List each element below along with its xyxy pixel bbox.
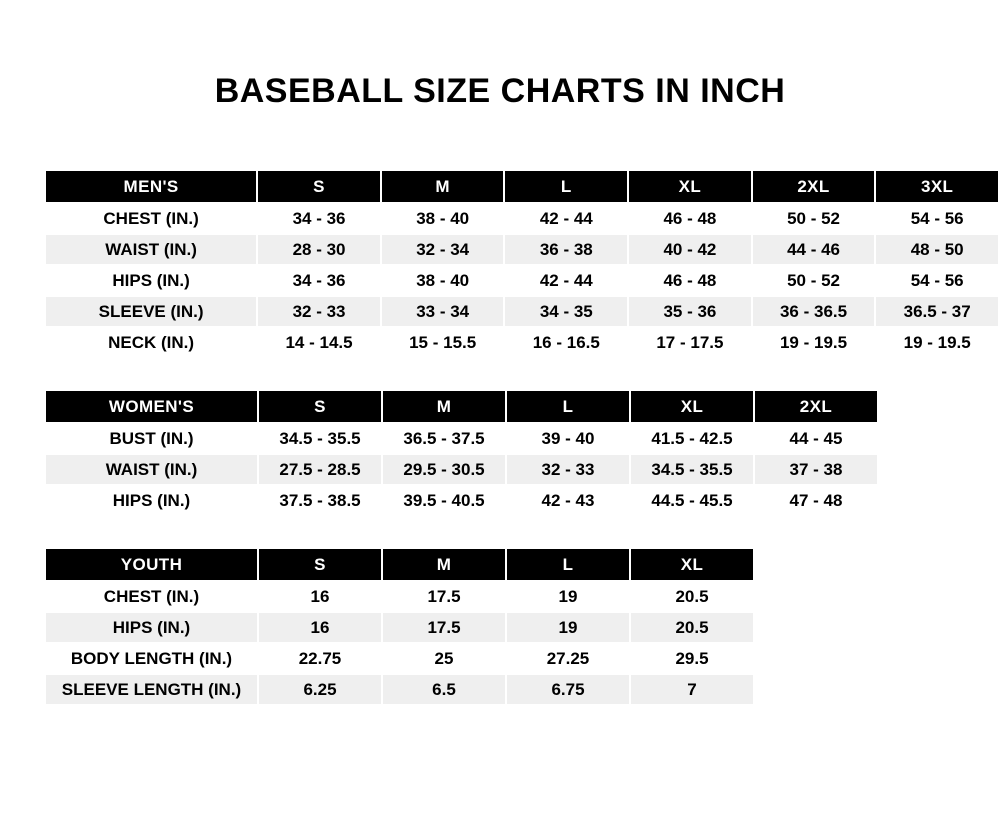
cell-value: 42 - 44 <box>504 203 628 234</box>
column-header-2xl: 2XL <box>752 170 876 203</box>
row-label: CHEST (IN.) <box>45 581 258 612</box>
column-header-3xl: 3XL <box>875 170 999 203</box>
column-header-l: L <box>504 170 628 203</box>
table-row <box>45 612 754 643</box>
cell-value: 6.25 <box>258 674 382 705</box>
cell-value: 44 - 46 <box>752 234 876 265</box>
column-header-m: M <box>382 390 506 423</box>
table-row <box>45 674 754 705</box>
row-label: NECK (IN.) <box>45 327 257 358</box>
cell-value: 35 - 36 <box>628 296 752 327</box>
table-row <box>45 327 999 358</box>
cell-value: 47 - 48 <box>754 485 878 516</box>
cell-value: 6.5 <box>382 674 506 705</box>
column-header-m: M <box>382 548 506 581</box>
cell-value: 37 - 38 <box>754 454 878 485</box>
cell-value: 40 - 42 <box>628 234 752 265</box>
cell-value: 34 - 36 <box>257 265 381 296</box>
cell-value: 33 - 34 <box>381 296 505 327</box>
cell-value: 44 - 45 <box>754 423 878 454</box>
cell-value: 36 - 38 <box>504 234 628 265</box>
size-tables-container <box>0 169 1000 706</box>
table-row <box>45 454 878 485</box>
table-header-row <box>45 170 999 203</box>
cell-value: 50 - 52 <box>752 203 876 234</box>
row-label: HIPS (IN.) <box>45 612 258 643</box>
cell-value: 7 <box>630 674 754 705</box>
cell-value: 16 <box>258 581 382 612</box>
table-row <box>45 296 999 327</box>
page-title: BASEBALL SIZE CHARTS IN INCH <box>214 72 786 110</box>
cell-value: 25 <box>382 643 506 674</box>
cell-value: 29.5 <box>630 643 754 674</box>
cell-value: 44.5 - 45.5 <box>630 485 754 516</box>
cell-value: 48 - 50 <box>875 234 999 265</box>
cell-value: 50 - 52 <box>752 265 876 296</box>
cell-value: 36.5 - 37.5 <box>382 423 506 454</box>
table-row <box>45 485 878 516</box>
cell-value: 28 - 30 <box>257 234 381 265</box>
cell-value: 19 - 19.5 <box>752 327 876 358</box>
cell-value: 19 - 19.5 <box>875 327 999 358</box>
column-header-s: S <box>258 548 382 581</box>
cell-value: 46 - 48 <box>628 265 752 296</box>
cell-value: 16 <box>258 612 382 643</box>
cell-value: 46 - 48 <box>628 203 752 234</box>
size-chart-page <box>0 72 1000 824</box>
cell-value: 27.5 - 28.5 <box>258 454 382 485</box>
column-header-category: WOMEN'S <box>45 390 258 423</box>
column-header-l: L <box>506 548 630 581</box>
womens-size-table <box>44 389 879 517</box>
cell-value: 29.5 - 30.5 <box>382 454 506 485</box>
cell-value: 41.5 - 42.5 <box>630 423 754 454</box>
cell-value: 36.5 - 37 <box>875 296 999 327</box>
cell-value: 17.5 <box>382 612 506 643</box>
row-label: BODY LENGTH (IN.) <box>45 643 258 674</box>
column-header-l: L <box>506 390 630 423</box>
cell-value: 42 - 43 <box>506 485 630 516</box>
column-header-m: M <box>381 170 505 203</box>
cell-value: 54 - 56 <box>875 265 999 296</box>
mens-size-table <box>44 169 1000 359</box>
table-spacer <box>44 517 1000 547</box>
row-label: HIPS (IN.) <box>45 265 257 296</box>
table-header-row <box>45 548 754 581</box>
cell-value: 42 - 44 <box>504 265 628 296</box>
cell-value: 27.25 <box>506 643 630 674</box>
row-label: SLEEVE (IN.) <box>45 296 257 327</box>
cell-value: 17 - 17.5 <box>628 327 752 358</box>
table-row <box>45 265 999 296</box>
column-header-category: MEN'S <box>45 170 257 203</box>
column-header-s: S <box>258 390 382 423</box>
cell-value: 38 - 40 <box>381 265 505 296</box>
cell-value: 22.75 <box>258 643 382 674</box>
table-header-row <box>45 390 878 423</box>
column-header-category: YOUTH <box>45 548 258 581</box>
cell-value: 16 - 16.5 <box>504 327 628 358</box>
cell-value: 37.5 - 38.5 <box>258 485 382 516</box>
row-label: HIPS (IN.) <box>45 485 258 516</box>
cell-value: 34.5 - 35.5 <box>258 423 382 454</box>
table-row <box>45 234 999 265</box>
cell-value: 19 <box>506 612 630 643</box>
column-header-xl: XL <box>630 390 754 423</box>
cell-value: 34 - 35 <box>504 296 628 327</box>
row-label: WAIST (IN.) <box>45 234 257 265</box>
row-label: SLEEVE LENGTH (IN.) <box>45 674 258 705</box>
cell-value: 32 - 33 <box>506 454 630 485</box>
cell-value: 15 - 15.5 <box>381 327 505 358</box>
cell-value: 34.5 - 35.5 <box>630 454 754 485</box>
table-row <box>45 423 878 454</box>
column-header-xl: XL <box>628 170 752 203</box>
cell-value: 32 - 33 <box>257 296 381 327</box>
cell-value: 38 - 40 <box>381 203 505 234</box>
cell-value: 39.5 - 40.5 <box>382 485 506 516</box>
cell-value: 20.5 <box>630 612 754 643</box>
cell-value: 14 - 14.5 <box>257 327 381 358</box>
cell-value: 39 - 40 <box>506 423 630 454</box>
cell-value: 36 - 36.5 <box>752 296 876 327</box>
row-label: BUST (IN.) <box>45 423 258 454</box>
table-row <box>45 581 754 612</box>
cell-value: 54 - 56 <box>875 203 999 234</box>
cell-value: 34 - 36 <box>257 203 381 234</box>
cell-value: 32 - 34 <box>381 234 505 265</box>
column-header-s: S <box>257 170 381 203</box>
table-spacer <box>44 359 1000 389</box>
table-row <box>45 643 754 674</box>
cell-value: 19 <box>506 581 630 612</box>
cell-value: 6.75 <box>506 674 630 705</box>
row-label: WAIST (IN.) <box>45 454 258 485</box>
cell-value: 17.5 <box>382 581 506 612</box>
cell-value: 20.5 <box>630 581 754 612</box>
column-header-2xl: 2XL <box>754 390 878 423</box>
table-row <box>45 203 999 234</box>
column-header-xl: XL <box>630 548 754 581</box>
youth-size-table <box>44 547 755 706</box>
row-label: CHEST (IN.) <box>45 203 257 234</box>
